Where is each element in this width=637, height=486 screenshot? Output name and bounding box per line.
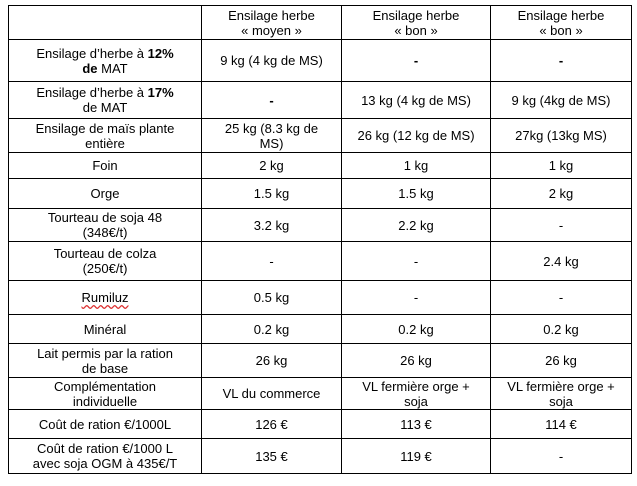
row-label-foin: Foin bbox=[9, 153, 202, 179]
header-ensilage-bon-1: Ensilage herbe « bon » bbox=[342, 6, 491, 40]
table-cell: 3.2 kg bbox=[202, 209, 342, 242]
table-cell: 1.5 kg bbox=[342, 179, 491, 209]
ration-table-container bbox=[8, 5, 632, 474]
table-cell: 27kg (13kg MS) bbox=[491, 119, 632, 153]
table-cell: 113 € bbox=[342, 410, 491, 439]
table-row bbox=[9, 281, 632, 315]
header-blank-cell bbox=[9, 6, 202, 40]
table-row bbox=[9, 40, 632, 82]
table-row bbox=[9, 119, 632, 153]
table-cell: 0.2 kg bbox=[202, 315, 342, 344]
table-cell: 1 kg bbox=[491, 153, 632, 179]
table-cell: 135 € bbox=[202, 439, 342, 474]
table-row bbox=[9, 378, 632, 410]
table-cell: 1 kg bbox=[342, 153, 491, 179]
table-cell: 114 € bbox=[491, 410, 632, 439]
table-cell: 13 kg (4 kg de MS) bbox=[342, 82, 491, 119]
row-label-tourteau-soja: Tourteau de soja 48 (348€/t) bbox=[9, 209, 202, 242]
header-ensilage-moyen: Ensilage herbe « moyen » bbox=[202, 6, 342, 40]
row-label-complementation: Complémentation individuelle bbox=[9, 378, 202, 410]
table-cell: - bbox=[202, 242, 342, 281]
table-cell: - bbox=[342, 40, 491, 82]
table-cell: 0.5 kg bbox=[202, 281, 342, 315]
table-cell: 2 kg bbox=[202, 153, 342, 179]
table-cell: VL fermière orge + soja bbox=[491, 378, 632, 410]
table-cell: - bbox=[491, 209, 632, 242]
table-cell: VL fermière orge + soja bbox=[342, 378, 491, 410]
table-row bbox=[9, 209, 632, 242]
table-cell: 26 kg bbox=[342, 344, 491, 378]
table-cell: 2.4 kg bbox=[491, 242, 632, 281]
table-cell: 26 kg bbox=[202, 344, 342, 378]
table-cell: 26 kg bbox=[491, 344, 632, 378]
table-cell: - bbox=[342, 281, 491, 315]
table-cell: 26 kg (12 kg de MS) bbox=[342, 119, 491, 153]
row-label-rumiluz bbox=[9, 281, 202, 315]
row-label-orge: Orge bbox=[9, 179, 202, 209]
table-row bbox=[9, 242, 632, 281]
table-cell: 25 kg (8.3 kg de MS) bbox=[202, 119, 342, 153]
row-label-mineral: Minéral bbox=[9, 315, 202, 344]
table-row bbox=[9, 439, 632, 474]
spellcheck-underlined-word: Rumiluz bbox=[81, 290, 129, 305]
table-cell: 1.5 kg bbox=[202, 179, 342, 209]
table-cell: 119 € bbox=[342, 439, 491, 474]
table-row bbox=[9, 82, 632, 119]
table-row bbox=[9, 344, 632, 378]
table-cell: - bbox=[491, 439, 632, 474]
row-label-ensilage-mais: Ensilage de maïs plante entière bbox=[9, 119, 202, 153]
row-label-tourteau-colza: Tourteau de colza (250€/t) bbox=[9, 242, 202, 281]
table-cell: 0.2 kg bbox=[491, 315, 632, 344]
row-label-ensilage-17: Ensilage d’herbe à 17% de MAT bbox=[9, 82, 202, 119]
table-row bbox=[9, 410, 632, 439]
table-cell: - bbox=[202, 82, 342, 119]
table-cell: 9 kg (4 kg de MS) bbox=[202, 40, 342, 82]
row-label-ensilage-12: Ensilage d’herbe à 12% de MAT bbox=[9, 40, 202, 82]
row-label-cout-ration: Coût de ration €/1000L bbox=[9, 410, 202, 439]
table-cell: - bbox=[342, 242, 491, 281]
ration-comparison-table bbox=[8, 5, 632, 474]
table-row bbox=[9, 153, 632, 179]
row-label-cout-ration-ogm: Coût de ration €/1000 L avec soja OGM à 435€/T bbox=[9, 439, 202, 474]
table-cell: - bbox=[491, 281, 632, 315]
table-cell: VL du commerce bbox=[202, 378, 342, 410]
table-cell: 126 € bbox=[202, 410, 342, 439]
table-cell: 2.2 kg bbox=[342, 209, 491, 242]
row-label-lait-permis: Lait permis par la ration de base bbox=[9, 344, 202, 378]
table-cell: 2 kg bbox=[491, 179, 632, 209]
table-cell: 0.2 kg bbox=[342, 315, 491, 344]
table-row bbox=[9, 179, 632, 209]
table-cell: - bbox=[491, 40, 632, 82]
table-row bbox=[9, 315, 632, 344]
table-cell: 9 kg (4kg de MS) bbox=[491, 82, 632, 119]
table-header-row bbox=[9, 6, 632, 40]
header-ensilage-bon-2: Ensilage herbe « bon » bbox=[491, 6, 632, 40]
